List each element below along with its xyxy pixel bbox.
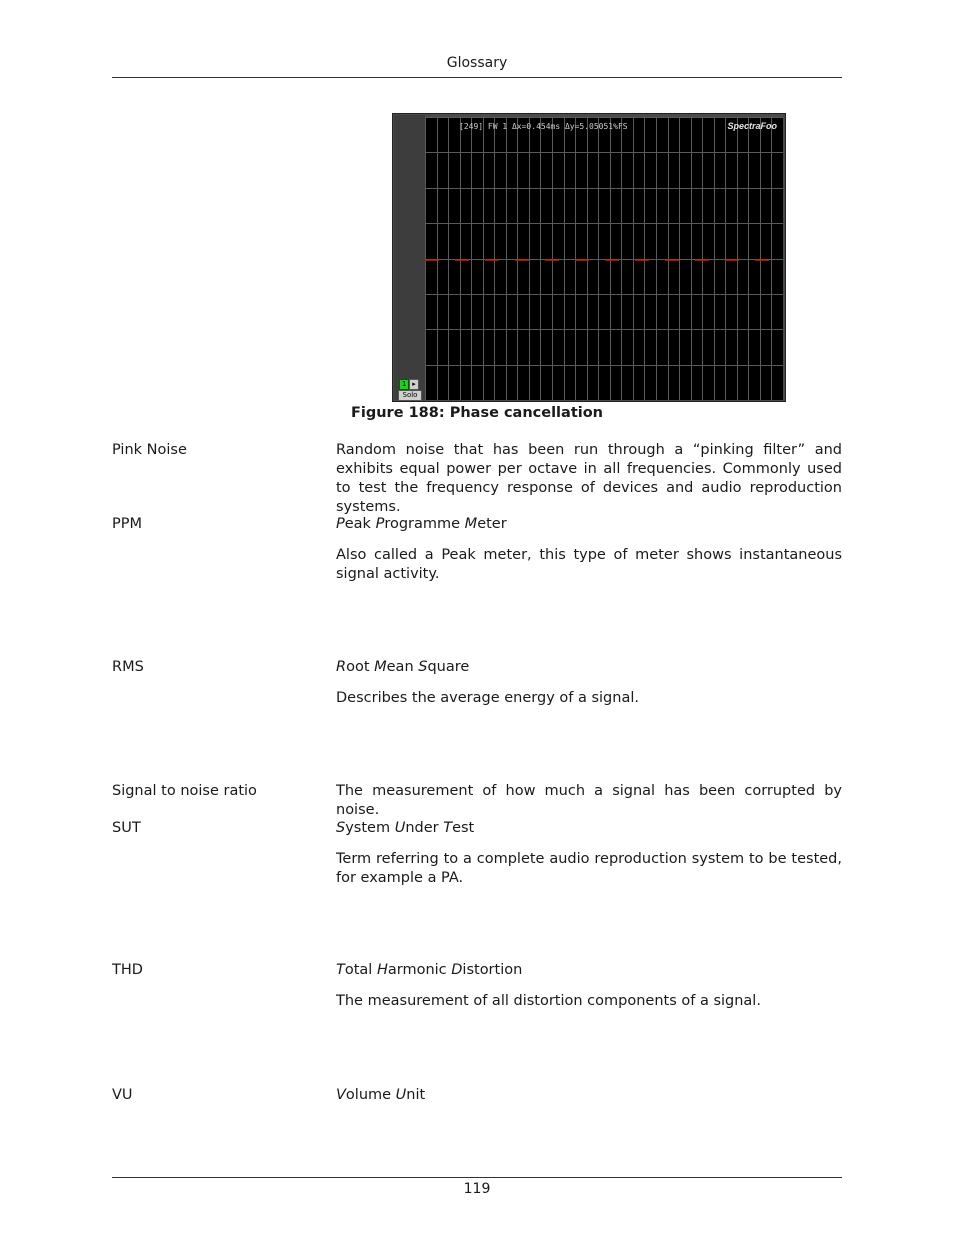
glossary-definition xyxy=(336,515,842,584)
definition-text: Describes the average energy of a signal. xyxy=(336,690,639,706)
glossary-definition xyxy=(336,961,842,1011)
acronym-expansion: Total Harmonic Distortion xyxy=(336,962,523,978)
acronym-expansion: Volume Unit xyxy=(336,1087,426,1103)
glossary-term: VU xyxy=(112,1087,133,1103)
definition-text: The measurement of how much a signal has been corrupted by noise. xyxy=(336,783,842,818)
glossary-term: Signal to noise ratio xyxy=(112,783,257,799)
definition-text: Term referring to a complete audio reproduction system to be tested, for example a PA. xyxy=(336,851,842,886)
glossary-term: SUT xyxy=(112,820,141,836)
brand-logo: SpectraFoo xyxy=(727,121,777,131)
waveform-plot xyxy=(425,117,783,400)
page-header-title: Glossary xyxy=(446,55,508,71)
waveform-grid xyxy=(425,117,783,400)
header-rule xyxy=(112,77,842,78)
glossary-definition xyxy=(336,441,842,517)
definition-text: Random noise that has been run through a “pinking filter” and exhibits equal power per octave in all frequencies. Commonly used to test the frequency response of devices and audio reproduction systems. xyxy=(336,442,842,515)
glossary-term: Pink Noise xyxy=(112,442,187,458)
arrow-button[interactable]: ▸ xyxy=(409,379,419,390)
glossary-definition xyxy=(336,782,842,820)
glossary-term: PPM xyxy=(112,516,142,532)
glossary-definition xyxy=(336,819,842,888)
acronym-expansion: Peak Programme Meter xyxy=(336,516,507,532)
footer-rule xyxy=(112,1177,842,1178)
solo-button[interactable]: Solo xyxy=(398,390,422,401)
phase-cancellation-figure xyxy=(392,113,786,402)
definition-text: The measurement of all distortion components of a signal. xyxy=(336,993,761,1009)
glossary-term: RMS xyxy=(112,659,144,675)
figure-side-panel xyxy=(394,115,425,400)
glossary-definition xyxy=(336,1086,842,1105)
cursor-readout: [249] FW 1 Δx=0.454ms Δy=5.05051%FS xyxy=(459,122,628,131)
channel-button[interactable]: 1 xyxy=(399,379,409,390)
acronym-expansion: Root Mean Square xyxy=(336,659,470,675)
figure-caption: Figure 188: Phase cancellation xyxy=(350,405,603,421)
glossary-term: THD xyxy=(112,962,143,978)
acronym-expansion: System Under Test xyxy=(336,820,475,836)
definition-text: Also called a Peak meter, this type of meter shows instantaneous signal activity. xyxy=(336,547,842,582)
page-number: 119 xyxy=(463,1181,491,1197)
glossary-definition xyxy=(336,658,842,708)
